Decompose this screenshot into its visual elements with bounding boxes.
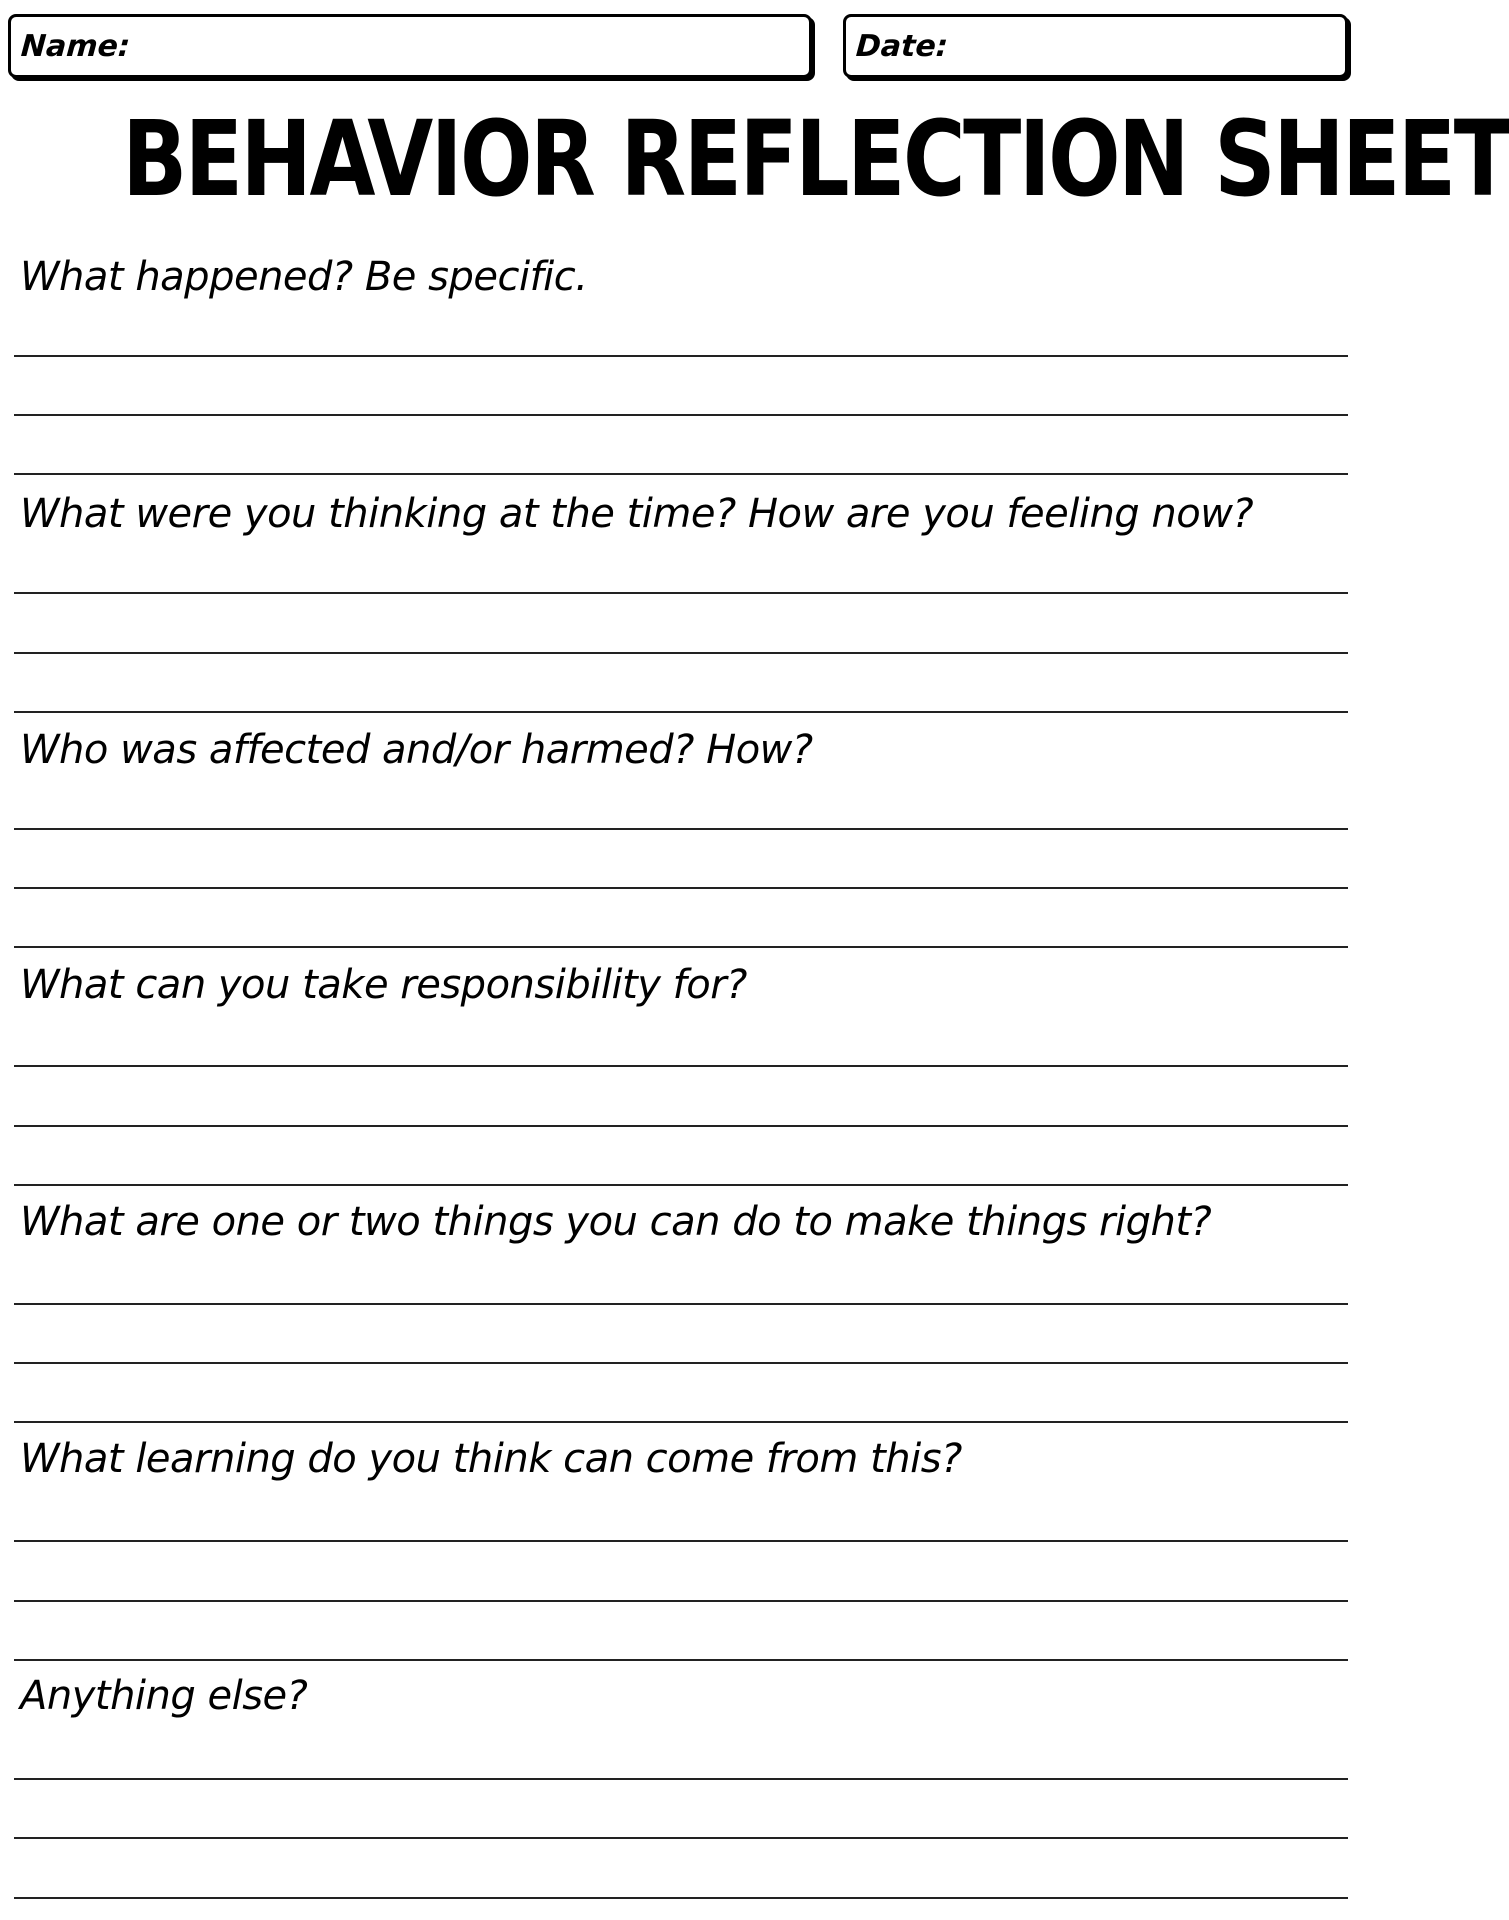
date-label: Date: (854, 29, 950, 64)
answer-line[interactable] (14, 1065, 1348, 1067)
answer-line[interactable] (14, 473, 1348, 475)
question-1: What happened? Be specific. (20, 254, 588, 300)
answer-line[interactable] (14, 414, 1348, 416)
question-6: What learning do you think can come from this? (20, 1436, 962, 1482)
date-field[interactable] (843, 14, 1348, 78)
answer-line[interactable] (14, 1600, 1348, 1602)
answer-line[interactable] (14, 1362, 1348, 1364)
answer-line[interactable] (14, 1897, 1348, 1899)
answer-line[interactable] (14, 1778, 1348, 1780)
answer-line[interactable] (14, 1184, 1348, 1186)
answer-line[interactable] (14, 1659, 1348, 1661)
question-2: What were you thinking at the time? How are you feeling now? (20, 491, 1254, 537)
question-7: Anything else? (20, 1673, 308, 1719)
answer-line[interactable] (14, 1303, 1348, 1305)
question-3: Who was affected and/or harmed? How? (20, 727, 813, 773)
answer-line[interactable] (14, 887, 1348, 889)
answer-line[interactable] (14, 592, 1348, 594)
name-field[interactable] (8, 14, 812, 78)
answer-line[interactable] (14, 1540, 1348, 1542)
answer-line[interactable] (14, 1125, 1348, 1127)
question-5: What are one or two things you can do to make things right? (20, 1199, 1212, 1245)
name-label: Name: (19, 29, 132, 64)
answer-line[interactable] (14, 355, 1348, 357)
answer-line[interactable] (14, 652, 1348, 654)
answer-line[interactable] (14, 1421, 1348, 1423)
answer-line[interactable] (14, 946, 1348, 948)
answer-line[interactable] (14, 1837, 1348, 1839)
answer-line[interactable] (14, 711, 1348, 713)
question-4: What can you take responsibility for? (20, 962, 747, 1008)
page-title: BEHAVIOR REFLECTION SHEET (122, 98, 1509, 220)
answer-line[interactable] (14, 828, 1348, 830)
